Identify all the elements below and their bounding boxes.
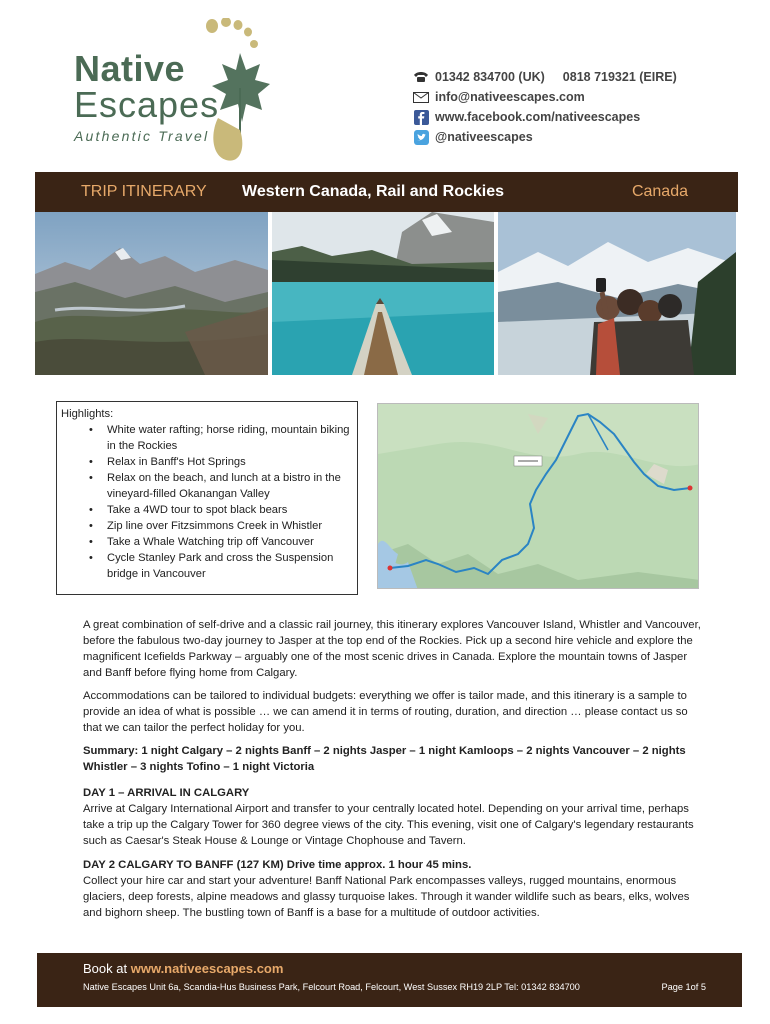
list-item: • Take a Whale Watching trip off Vancouver [89,534,353,550]
day-heading: DAY 1 – ARRIVAL IN CALGARY [83,787,250,799]
brand-logo [72,18,282,168]
list-item: • Relax in Banff's Hot Springs [89,454,353,470]
highlights-list [61,422,353,582]
company-address: Native Escapes Unit 6a, Scandia-Hus Business Park, Felcourt Road, Felcourt, West Sussex RH19 2LP Tel: 01342 834700 [83,982,580,992]
book-prefix: Book at [83,961,128,976]
family-selfie-photo [498,212,736,375]
list-item: • Zip line over Fitzsimmons Creek in Whistler [89,518,353,534]
title-bar [35,172,738,212]
contact-block [412,67,677,147]
email-link[interactable]: info@nativeescapes.com [435,90,585,104]
itinerary-body [83,617,703,927]
day-text: Collect your hire car and start your adventure! Banff National Park encompasses valleys, rugged mountains, enormous glaciers, deep forests, alpine meadows and glassy turquoise lakes. Through it wander wildlife such as bears, elks, wolves and bighorn sheep. The bustling town of Banff is a base for a multitude of outdoor activities. [83,875,690,919]
list-item: • Cycle Stanley Park and cross the Suspension bridge in Vancouver [89,550,353,582]
page-number: Page 1of 5 [661,982,706,992]
mountain-valley-photo [35,212,268,375]
footer [37,953,742,1007]
brand-tagline: Authentic Travel [74,128,210,144]
day-text: Arrive at Calgary International Airport and transfer to your centrally located hotel. Depending on your arrival time, perhaps take a trip up the Calgary Tower for 360 degree views of the city. This evening, visit one of Calgary's legendary restaurants such as Caesar's Steak House & Lounge or Vintage Chophouse and Tavern. [83,803,694,847]
day-heading: DAY 2 CALGARY TO BANFF (127 KM) Drive time approx. 1 hour 45 mins. [83,859,472,871]
tailor-paragraph: Accommodations can be tailored to individual budgets: everything we offer is tailor made, and this itinerary is a sample to provide an idea of what is possible … we can amend it in terms of routing, duration, and direction … please contact us so that we can tailor the perfect holiday for you. [83,690,688,734]
intro-paragraph: A great combination of self-drive and a classic rail journey, this itinerary explores Vancouver Island, Whistler and Vancouver, before the fabulous two-day journey to Jasper at the top end of the Rockies. Pick up a second hire vehicle and explore the magnificent Icefields Parkway – arguably one of the most scenic drives in Canada. Explore the mountain towns of Jasper and Banff before flying home from Calgary. [83,619,701,679]
trip-itinerary-label: TRIP ITINERARY [81,183,207,200]
facebook-link[interactable]: www.facebook.com/nativeescapes [435,110,641,124]
list-item: • Relax on the beach, and lunch at a bistro in the vineyard-filled Okanangan Valley [89,470,353,502]
highlights-heading: Highlights: [61,408,114,420]
country-label: Canada [631,183,688,200]
facebook-icon [412,110,430,124]
mail-icon [412,90,430,104]
list-item: • Take a 4WD tour to spot black bears [89,502,353,518]
phone-icon [412,70,430,84]
twitter-row[interactable] [412,127,677,147]
canoe-lake-photo [272,212,494,375]
twitter-handle[interactable]: @nativeescapes [435,130,533,144]
trip-name: Western Canada, Rail and Rockies [242,183,505,200]
brand-name-escapes: Escapes [74,84,220,125]
list-item: • White water rafting; horse riding, mountain biking in the Rockies [89,422,353,454]
route-map [377,403,699,589]
phone-row [412,67,677,87]
book-line [83,961,283,976]
phone-uk: 01342 834700 (UK) [435,70,545,84]
phone-eire: 0818 719321 (EIRE) [562,70,677,84]
brand-name-native: Native [74,48,186,89]
book-url-link[interactable]: www.nativeescapes.com [130,961,284,976]
facebook-row[interactable] [412,107,677,127]
highlights-box [56,401,358,595]
summary-line: Summary: 1 night Calgary – 2 nights Banff – 2 nights Jasper – 1 night Kamloops – 2 nights Vancouver – 2 nights Whistler – 3 nights Tofino – 1 night Victoria [83,745,686,773]
email-row[interactable] [412,87,677,107]
twitter-icon [412,130,430,144]
